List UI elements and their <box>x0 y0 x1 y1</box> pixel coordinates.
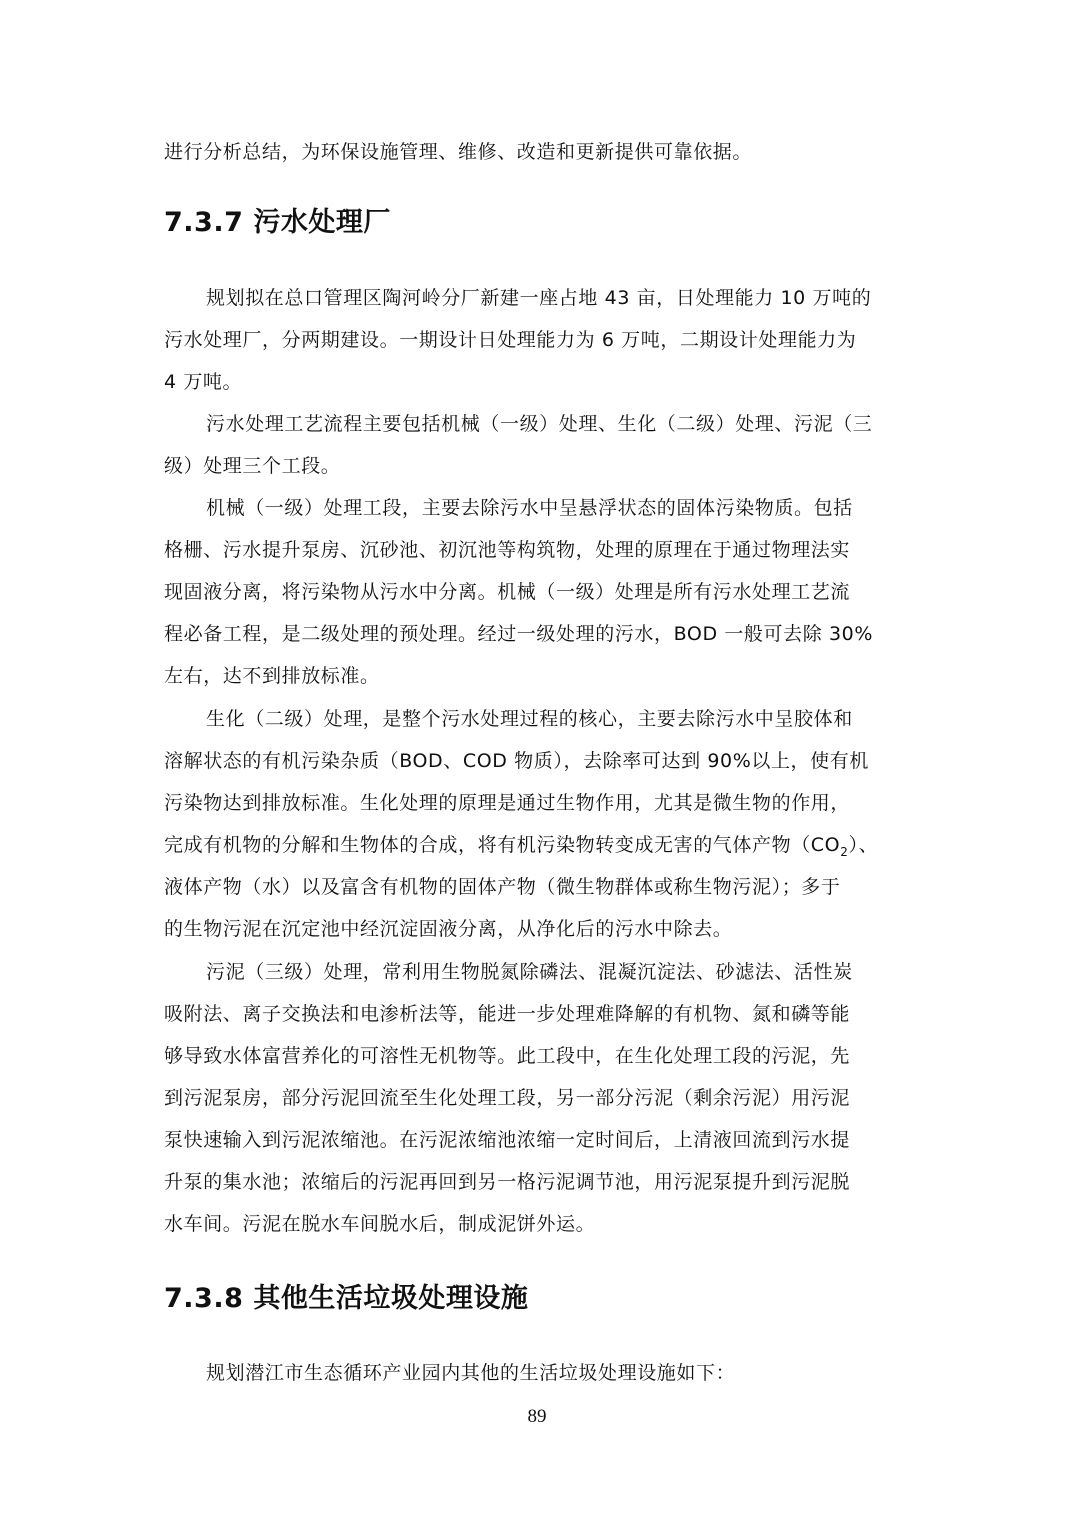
body-text-line: 污水处理厂，分两期建设。一期设计日处理能力为 6 万吨，二期设计处理能力为 <box>164 329 857 351</box>
body-text-line: 4 万吨。 <box>164 371 243 393</box>
section-number: 7.3.8 <box>164 1283 244 1314</box>
section-title: 其他生活垃圾处理设施 <box>253 1283 529 1314</box>
section-title: 污水处理厂 <box>253 207 391 238</box>
body-text-line: 污染物达到排放标准。生化处理的原理是通过生物作用，尤其是微生物的作用， <box>164 792 851 814</box>
body-text-span: 完成有机物的分解和生物体的合成，将有机污染物转变成无害的气体产物（CO <box>164 834 841 856</box>
section-number: 7.3.7 <box>164 207 244 238</box>
body-text-line: 污水处理工艺流程主要包括机械（一级）处理、生化（二级）处理、污泥（三 <box>206 413 873 435</box>
body-text-line: 规划拟在总口管理区陶河岭分厂新建一座占地 43 亩，日处理能力 10 万吨的 <box>206 287 872 309</box>
body-text-line: 程必备工程，是二级处理的预处理。经过一级处理的污水，BOD 一般可去除 30% <box>164 623 873 645</box>
section-heading-737 <box>164 206 391 240</box>
page-number: 89 <box>527 1406 547 1427</box>
body-text-line: 吸附法、离子交换法和电渗析法等，能进一步处理难降解的有机物、氮和磷等能 <box>164 1003 851 1025</box>
body-text-line: 够导致水体富营养化的可溶性无机物等。此工段中，在生化处理工段的污泥，先 <box>164 1045 851 1067</box>
body-text-line: 的生物污泥在沉定池中经沉淀固液分离，从净化后的污水中除去。 <box>164 918 733 940</box>
subscript-2: 2 <box>840 844 849 859</box>
body-text-span: ）、 <box>848 834 879 856</box>
body-text-line: 到污泥泵房，部分污泥回流至生化处理工段，另一部分污泥（剩余污泥）用污泥 <box>164 1087 851 1109</box>
body-text-line: 左右，达不到排放标准。 <box>164 665 380 687</box>
body-text-line: 生化（二级）处理，是整个污水处理过程的核心，主要去除污水中呈胶体和 <box>206 708 853 730</box>
body-text-line: 机械（一级）处理工段，主要去除污水中呈悬浮状态的固体污染物质。包括 <box>206 497 853 519</box>
body-text-line: 水车间。污泥在脱水车间脱水后，制成泥饼外运。 <box>164 1213 596 1235</box>
body-text-line: 污泥（三级）处理，常利用生物脱氮除磷法、混凝沉淀法、砂滤法、活性炭 <box>206 961 853 983</box>
body-text-line: 溶解状态的有机污染杂质（BOD、COD 物质），去除率可达到 90%以上，使有机 <box>164 750 869 772</box>
body-text-line: 现固液分离，将污染物从污水中分离。机械（一级）处理是所有污水处理工艺流 <box>164 581 851 603</box>
body-text-line: 升泵的集水池；浓缩后的污泥再回到另一格污泥调节池，用污泥泵提升到污泥脱 <box>164 1171 851 1193</box>
section-heading-738 <box>164 1282 528 1316</box>
body-text-line: 液体产物（水）以及富含有机物的固体产物（微生物群体或称生物污泥）；多于 <box>164 876 841 898</box>
body-text-line: 泵快速输入到污泥浓缩池。在污泥浓缩池浓缩一定时间后，上清液回流到污水提 <box>164 1129 851 1151</box>
body-text-line: 格栅、污水提升泵房、沉砂池、初沉池等构筑物，处理的原理在于通过物理法实 <box>164 539 851 561</box>
body-text-line: 进行分析总结，为环保设施管理、维修、改造和更新提供可靠依据。 <box>164 141 753 163</box>
body-text-line: 级）处理三个工段。 <box>164 455 341 477</box>
body-text-line-co2 <box>164 832 878 858</box>
body-text-line: 规划潜江市生态循环产业园内其他的生活垃圾处理设施如下： <box>206 1362 736 1384</box>
